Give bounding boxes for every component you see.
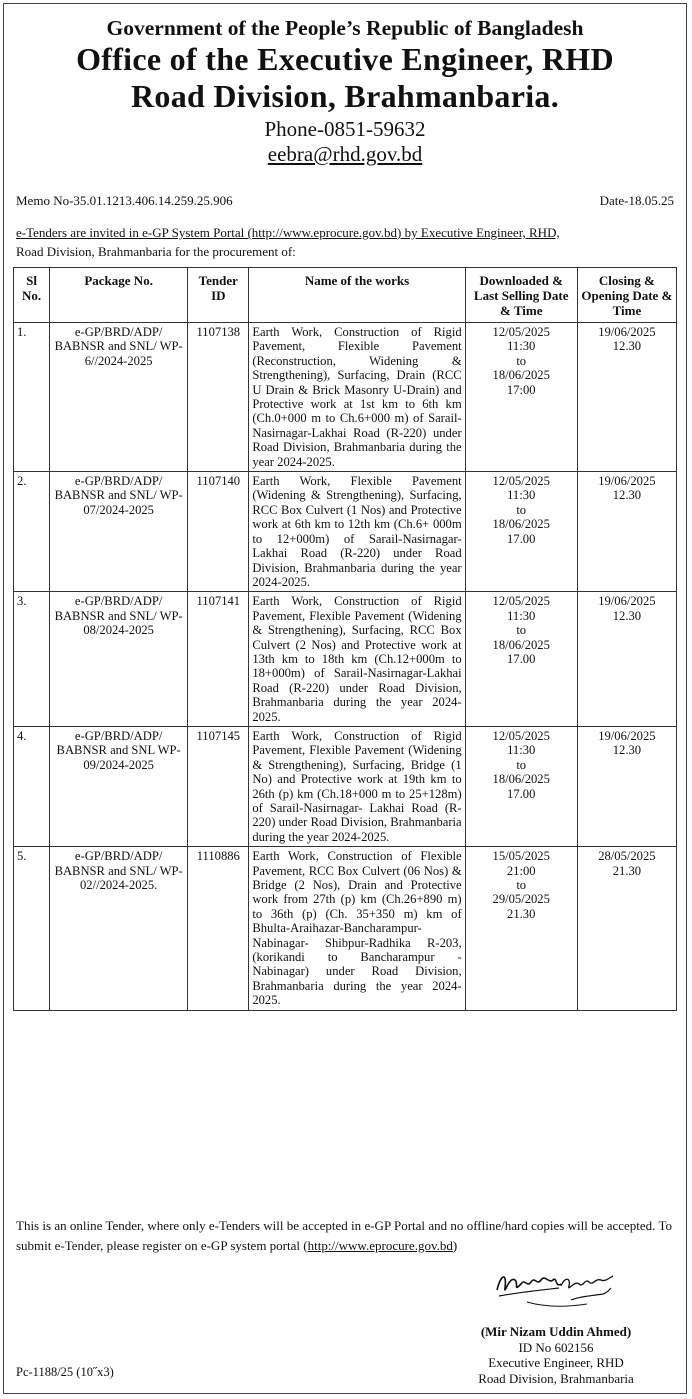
close-time: 12.30	[612, 743, 642, 758]
header-downloaded: Downloaded & Last Selling Date & Time	[465, 268, 577, 323]
row-downloaded	[465, 323, 577, 472]
row-package: e-GP/BRD/ADP/ BABNSR and SNL/ WP-6//2024-2025	[50, 323, 188, 472]
dl-end-time: 17.00	[507, 786, 536, 801]
division-heading: Road Division, Brahmanbaria.	[130, 78, 560, 114]
dl-end-date: 18/06/2025	[492, 517, 550, 532]
header-tender-id: Tender ID	[188, 268, 249, 323]
table-header-row	[14, 268, 677, 323]
signatory-id: ID No 602156	[518, 1339, 594, 1355]
dl-start-time: 11:30	[507, 608, 536, 623]
signatory-office: Road Division, Brahmanbaria	[478, 1370, 634, 1386]
memo-date: Date-18.05.25	[599, 193, 674, 208]
header-package: Package No.	[50, 268, 188, 323]
dl-end-time: 17:00	[506, 382, 536, 397]
row-sl: 3.	[14, 592, 50, 727]
close-date: 19/06/2025	[598, 325, 656, 339]
dl-to: to	[516, 502, 527, 517]
close-date: 19/06/2025	[598, 728, 656, 743]
row-closing	[577, 472, 676, 592]
email-line	[4, 142, 686, 167]
row-tender-id: 1107140	[188, 472, 249, 592]
close-time: 12.30	[612, 488, 642, 503]
office-heading: Office of the Executive Engineer, RHD	[76, 41, 614, 77]
row-sl: 4.	[14, 726, 50, 846]
row-sl: 1.	[14, 323, 50, 472]
dl-start-time: 11:30	[507, 743, 536, 758]
row-package: e-GP/BRD/ADP/ BABNSR and SNL WP-09/2024-2025	[50, 726, 188, 846]
row-package: e-GP/BRD/ADP/ BABNSR and SNL/ WP-07/2024-2025	[50, 472, 188, 592]
header-works: Name of the works	[249, 268, 465, 323]
row-package: e-GP/BRD/ADP/ BABNSR and SNL/ WP-08/2024-2025	[50, 592, 188, 727]
dl-end-date: 18/06/2025	[492, 637, 550, 652]
row-works: Earth Work, Construction of Flexible Pavement, RCC Box Culvert (06 Nos) & Bridge (2 Nos), Drain and Protective work from 27th (p) km (Ch.26+890 m) to 36th (p) (Ch. 35+350 m) km of Bhulta-Araihazar-Bancharampur-Nabinagar- Shibpur-Radhika R-203, (korikandi to Bancharampur - Nabinagar) under Road Division, Brahmanbaria during the year 2024-2025.	[249, 847, 465, 1010]
intro-paragraph	[16, 223, 674, 261]
tender-table	[13, 267, 677, 1011]
header-closing: Closing & Opening Date & Time	[577, 268, 676, 323]
signatory-name: (Mir Nizam Uddin Ahmed)	[480, 1324, 632, 1339]
publication-code: Pc-1188/25 (10˝x3)	[16, 1365, 114, 1379]
row-downloaded	[465, 592, 577, 727]
row-sl: 2.	[14, 472, 50, 592]
close-time: 12.30	[612, 608, 642, 623]
dl-start-date: 12/05/2025	[492, 325, 550, 339]
dl-end-time: 21.30	[507, 906, 536, 921]
signatory-title: Executive Engineer, RHD	[488, 1355, 624, 1370]
row-closing	[577, 847, 676, 1010]
close-date: 19/06/2025	[598, 594, 656, 609]
row-downloaded	[465, 726, 577, 846]
dl-start-date: 12/05/2025	[492, 728, 550, 743]
handwritten-signature	[491, 1266, 616, 1312]
eprocure-link[interactable]: http://www.eprocure.gov.bd	[307, 1238, 453, 1253]
dl-start-date: 12/05/2025	[492, 594, 550, 609]
dl-to: to	[516, 623, 527, 638]
dl-start-time: 11:30	[507, 339, 536, 354]
table-row	[14, 847, 677, 1010]
dl-start-time: 11:30	[507, 488, 536, 503]
row-closing	[577, 592, 676, 727]
dl-to: to	[516, 757, 527, 772]
close-date: 19/06/2025	[598, 474, 656, 489]
row-works: Earth Work, Construction of Rigid Pavement, Flexible Pavement (Reconstruction, Widening & Strengthening), Surfacing, Drain (RCC U Drain & Brick Masonry U-Drain) and Protective work at 1st km to 6th km (Ch.0+000 m to Ch.6+000 m) of Sarail-Nasirnagar-Lakhai Road (R-220) under Road Division, Brahmanbaria during the year 2024-2025.	[249, 323, 465, 472]
signature-block	[446, 1324, 666, 1386]
table-row	[14, 726, 677, 846]
dl-end-time: 17.00	[507, 651, 536, 666]
online-tender-note	[16, 1216, 672, 1256]
memo-number: Memo No-35.01.1213.406.14.259.25.906	[16, 193, 233, 208]
note-end: )	[452, 1238, 458, 1253]
row-downloaded	[465, 847, 577, 1010]
intro-line-2: Road Division, Brahmanbaria for the procurement of:	[16, 244, 296, 259]
table-row	[14, 592, 677, 727]
close-date: 28/05/2025	[598, 849, 656, 864]
dl-end-date: 29/05/2025	[492, 892, 550, 907]
close-time: 12.30	[612, 339, 642, 354]
row-tender-id: 1107138	[188, 323, 249, 472]
header-sl: Sl No.	[14, 268, 50, 323]
table-row	[14, 472, 677, 592]
row-works: Earth Work, Flexible Pavement (Widening & Strengthening), Surfacing, RCC Box Culvert (1 Nos) and Protective work at 6th km to 12th km (Ch.6+ 000m to 12+000m) of Sarail-Nasirnagar-Lakhai Road (R-220) under Road Division, Brahmanbaria during the year 2024-2025.	[249, 472, 465, 592]
email-link[interactable]: eebra@rhd.gov.bd	[267, 142, 423, 166]
note-text: This is an online Tender, where only e-Tenders will be accepted in e-GP Portal and no offline/hard copies will be accepted. To submit e-Tender, please register on e-GP system portal (	[16, 1218, 672, 1253]
dl-end-date: 18/06/2025	[492, 772, 550, 787]
dl-start-date: 12/05/2025	[492, 474, 550, 489]
row-sl: 5.	[14, 847, 50, 1010]
row-closing	[577, 323, 676, 472]
dl-end-time: 17.00	[507, 531, 536, 546]
table-row	[14, 323, 677, 472]
row-downloaded	[465, 472, 577, 592]
intro-line-1: e-Tenders are invited in e-GP System Portal (http://www.eprocure.gov.bd) by Executive Engineer, RHD,	[16, 225, 560, 240]
row-package: e-GP/BRD/ADP/ BABNSR and SNL/ WP-02//2024-2025.	[50, 847, 188, 1010]
row-tender-id: 1107145	[188, 726, 249, 846]
government-heading: Government of the People’s Republic of Bangladesh	[106, 16, 584, 40]
row-tender-id: 1110886	[188, 847, 249, 1010]
row-works: Earth Work, Construction of Rigid Pavement, Flexible Pavement (Widening & Strengthening), Surfacing, Bridge (1 No) and Protective work at 19th km to 26th (p) km (Ch.18+000 m to 25+128m) of Sarail-Nasirnagar- Lakhai Road (R-220) under Road Division, Brahmanbaria during the year 2024-2025.	[249, 726, 465, 846]
dl-to: to	[516, 353, 527, 368]
tender-notice-page	[3, 3, 687, 1394]
dl-to: to	[516, 878, 527, 893]
dl-start-time: 21:00	[506, 863, 536, 878]
row-works: Earth Work, Construction of Rigid Pavement, Flexible Pavement (Widening & Strengthening), Surfacing, RCC Box Culvert (2 Nos) and Protective work at 13th km to 18th km (Ch.12+000m to 18+000m) of Sarail-Nasirnagar-Lakhai Road (R-220) under Road Division, Brahmanbaria during the year 2024-2025.	[249, 592, 465, 727]
row-closing	[577, 726, 676, 846]
phone-number: Phone-0851-59632	[264, 117, 426, 141]
dl-end-date: 18/06/2025	[492, 368, 550, 383]
dl-start-date: 15/05/2025	[492, 849, 550, 864]
row-tender-id: 1107141	[188, 592, 249, 727]
close-time: 21.30	[612, 863, 642, 878]
